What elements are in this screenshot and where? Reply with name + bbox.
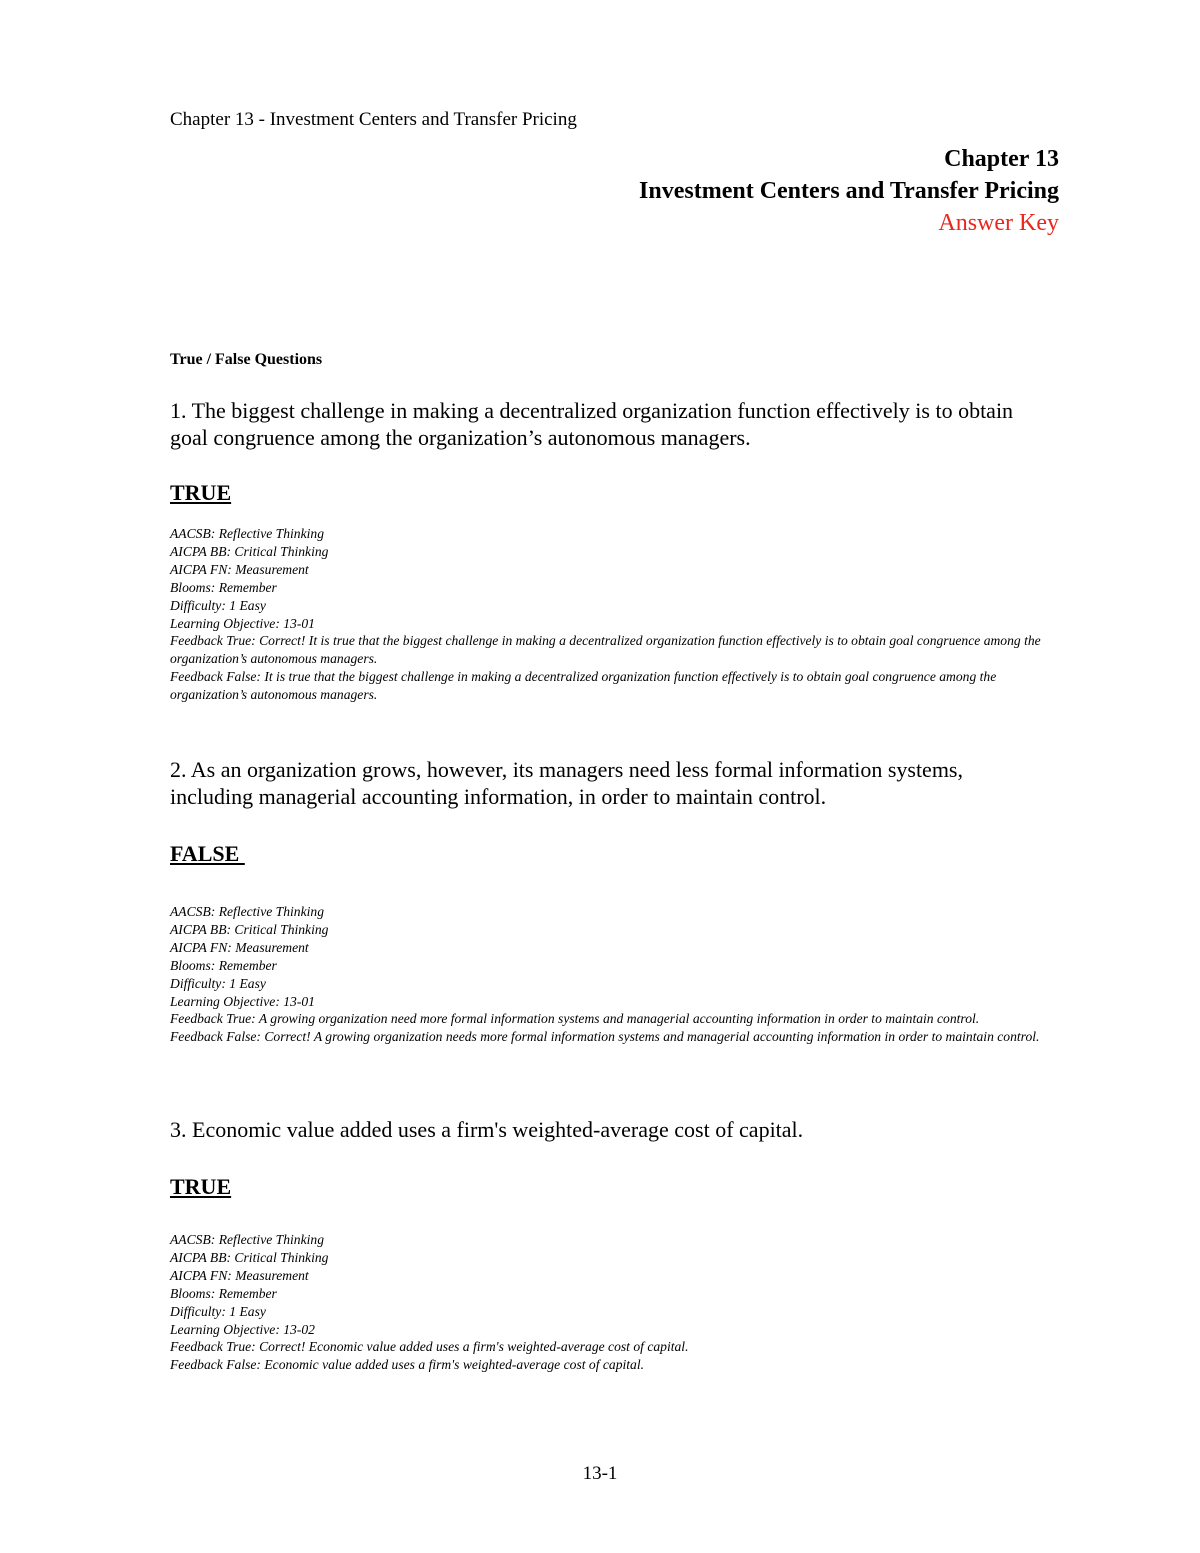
title-block [639, 143, 1059, 239]
meta-aacsb: AACSB: Reflective Thinking [170, 1232, 325, 1247]
meta-feedback-true: Feedback True: A growing organization need more formal information systems and managerial accounting information in order to maintain control. [170, 1011, 980, 1027]
meta-difficulty: Difficulty: 1 Easy [170, 975, 266, 991]
meta-difficulty: Difficulty: 1 Easy [170, 597, 266, 613]
meta-blooms: Blooms: Remember [170, 1285, 277, 1301]
question-2-metadata [170, 903, 1065, 1046]
meta-feedback-true: Feedback True: Correct! Economic value added uses a firm's weighted-average cost of capital. [170, 1339, 689, 1355]
answer-key-label: Answer Key [938, 210, 1059, 236]
meta-aicpa-fn: AICPA FN: Measurement [170, 561, 309, 577]
chapter-number: Chapter 13 [944, 146, 1059, 172]
meta-aicpa-bb: AICPA BB: Critical Thinking [170, 1249, 329, 1265]
meta-blooms: Blooms: Remember [170, 579, 277, 595]
meta-blooms: Blooms: Remember [170, 957, 277, 973]
meta-aacsb: AACSB: Reflective Thinking [170, 526, 325, 541]
meta-aicpa-fn: AICPA FN: Measurement [170, 939, 309, 955]
question-3-metadata [170, 1231, 1065, 1374]
question-1-text: 1. The biggest challenge in making a decentralized organization function effectively is to obtain goal congruence among the organization’s autonomous managers. [170, 398, 1014, 450]
page-number: 13-1 [582, 1463, 618, 1484]
section-heading: True / False Questions [170, 351, 323, 368]
chapter-title: Investment Centers and Transfer Pricing [639, 178, 1059, 204]
meta-learning-objective: Learning Objective: 13-01 [170, 993, 315, 1009]
question-2-answer: FALSE [170, 841, 245, 866]
running-header: Chapter 13 - Investment Centers and Transfer Pricing [170, 109, 577, 130]
meta-feedback-false: Feedback False: It is true that the biggest challenge in making a decentralized organization function effectively is to obtain goal congruence among the organization’s autonomous managers. [170, 669, 997, 703]
meta-aicpa-fn: AICPA FN: Measurement [170, 1267, 309, 1283]
meta-aicpa-bb: AICPA BB: Critical Thinking [170, 543, 329, 559]
meta-feedback-false: Feedback False: Economic value added uses a firm's weighted-average cost of capital. [170, 1357, 645, 1373]
question-3-text: 3. Economic value added uses a firm's weighted-average cost of capital. [170, 1117, 804, 1142]
meta-learning-objective: Learning Objective: 13-01 [170, 615, 315, 631]
meta-learning-objective: Learning Objective: 13-02 [170, 1321, 315, 1337]
meta-feedback-true: Feedback True: Correct! It is true that the biggest challenge in making a decentralized organization function effectively is to obtain goal congruence among the organization’s autonomous managers. [170, 633, 1041, 667]
meta-feedback-false: Feedback False: Correct! A growing organization needs more formal information systems and managerial accounting information in order to maintain control. [170, 1029, 1040, 1045]
question-1-answer: TRUE [170, 480, 232, 505]
meta-aacsb: AACSB: Reflective Thinking [170, 904, 325, 919]
question-3-answer: TRUE [170, 1174, 232, 1199]
meta-aicpa-bb: AICPA BB: Critical Thinking [170, 921, 329, 937]
question-2-text: 2. As an organization grows, however, its managers need less formal information systems, including managerial accounting information, in order to maintain control. [170, 757, 963, 809]
question-1-metadata [170, 525, 1065, 704]
meta-difficulty: Difficulty: 1 Easy [170, 1303, 266, 1319]
